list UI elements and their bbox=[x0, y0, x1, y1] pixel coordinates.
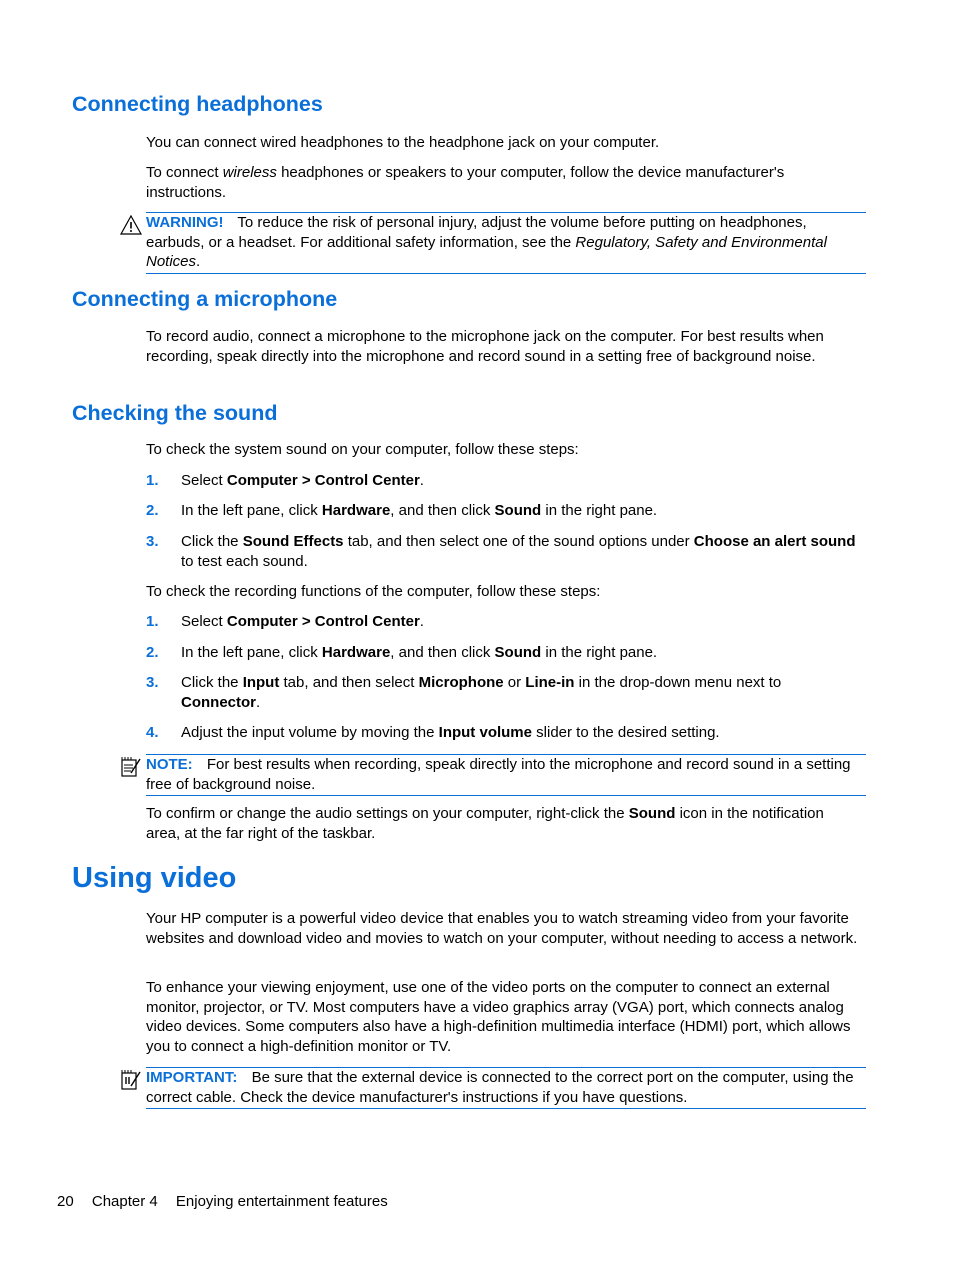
footer-chapter: Chapter 4 bbox=[91, 1193, 158, 1210]
section-title-sound: Checking the sound bbox=[72, 401, 278, 425]
section-title-headphones: Connecting headphones bbox=[72, 92, 323, 116]
list-item: 4. Adjust the input volume by moving the Input volume slider to the desired setting. bbox=[146, 724, 720, 741]
important-pad-icon bbox=[120, 1069, 142, 1091]
video-paragraph-2: To enhance your viewing enjoyment, use one of the video ports on the computer to connect an external monitor, projector, or TV. Most computers have a video graphics array (VGA) port, which connects analog video devices. Some computers also have a high-definition multimedia interface (HDMI) port, which allows you to connect a high-definition monitor or TV. bbox=[146, 979, 851, 1055]
microphone-paragraph: To record audio, connect a microphone to the microphone jack on the computer. For best results when recording, speak directly into the microphone and record sound in a setting free of background noise. bbox=[146, 328, 824, 365]
page-number: 20 bbox=[57, 1193, 74, 1210]
list-item: 3. Click the Sound Effects tab, and then select one of the sound options under Choose an alert sound to test each sound. bbox=[146, 533, 856, 570]
note-pad-icon bbox=[120, 756, 142, 778]
sound-intro-1: To check the system sound on your computer, follow these steps: bbox=[146, 441, 579, 458]
list-item: 3. Click the Input tab, and then select Microphone or Line-in in the drop-down menu next to Connector. bbox=[146, 674, 782, 711]
list-item: 2. In the left pane, click Hardware, and then click Sound in the right pane. bbox=[146, 644, 658, 661]
note-label: NOTE: bbox=[146, 756, 193, 773]
section-title-video: Using video bbox=[72, 862, 237, 894]
important-callout: IMPORTANT: Be sure that the external device is connected to the correct port on the computer, using the correct cable. Check the device manufacturer's instructions if you have questions. bbox=[146, 1067, 866, 1109]
warning-label: WARNING! bbox=[146, 214, 224, 231]
headphones-paragraph-2: To connect wireless headphones or speakers to your computer, follow the device manufacturer's instructions. bbox=[146, 164, 785, 201]
list-item: 1. Select Computer > Control Center. bbox=[146, 472, 424, 489]
list-item: 2. In the left pane, click Hardware, and then click Sound in the right pane. bbox=[146, 502, 658, 519]
footer-chapter-title: Enjoying entertainment features bbox=[175, 1193, 388, 1210]
warning-callout: WARNING! To reduce the risk of personal injury, adjust the volume before putting on headphones, earbuds, or a headset. For additional safety information, see the Regulatory, Safety and Environmental Notices. bbox=[146, 212, 866, 274]
list-item: 1. Select Computer > Control Center. bbox=[146, 613, 424, 630]
video-paragraph-1: Your HP computer is a powerful video device that enables you to watch streaming video from your favorite websites and download video and movies to watch on your computer, without needing to access a network. bbox=[146, 910, 858, 947]
sound-confirm-paragraph: To confirm or change the audio settings on your computer, right-click the Sound icon in the notification area, at the far right of the taskbar. bbox=[146, 805, 824, 842]
page-footer bbox=[57, 1192, 402, 1212]
section-title-microphone: Connecting a microphone bbox=[72, 287, 338, 311]
headphones-paragraph-1: You can connect wired headphones to the headphone jack on your computer. bbox=[146, 134, 660, 151]
important-label: IMPORTANT: bbox=[146, 1069, 238, 1086]
sound-intro-2: To check the recording functions of the computer, follow these steps: bbox=[146, 583, 601, 600]
warning-triangle-icon bbox=[120, 214, 142, 236]
note-callout: NOTE: For best results when recording, speak directly into the microphone and record sound in a setting free of background noise. bbox=[146, 754, 866, 796]
